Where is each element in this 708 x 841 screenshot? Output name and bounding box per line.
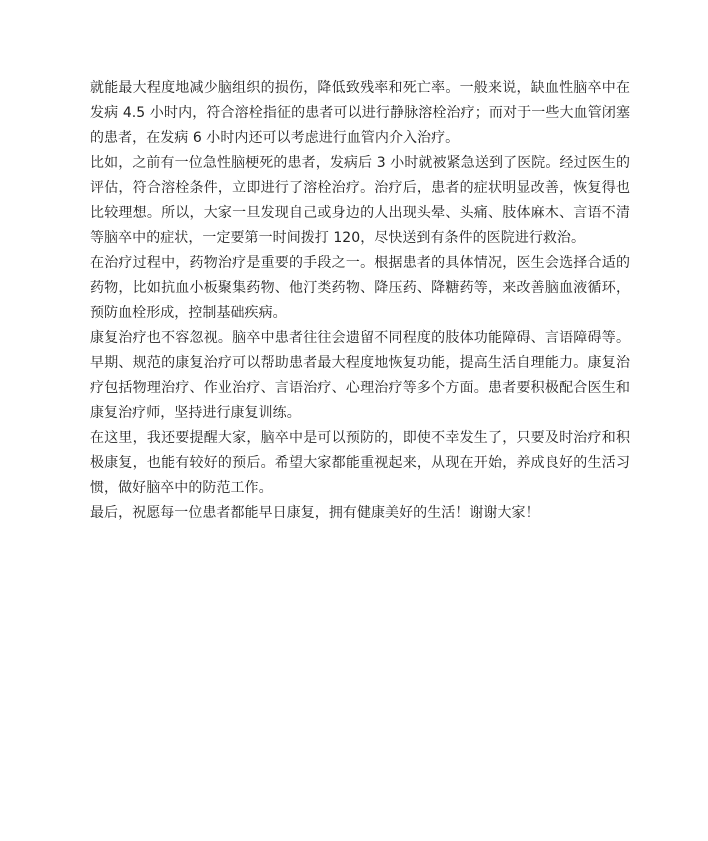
document-page — [90, 76, 630, 526]
paragraph-closing: 最后，祝愿每一位患者都能早日康复，拥有健康美好的生活！谢谢大家！ — [90, 505, 540, 521]
paragraph-drug-therapy: 在治疗过程中，药物治疗是重要的手段之一。根据患者的具体情况，医生会选择合适的药物，比如抗血小板聚集药物、他汀类药物、降压药、降糖药等，来改善脑血液循环，预防血栓形成，控制基础疾病。 — [90, 255, 630, 321]
paragraph-case-example: 比如，之前有一位急性脑梗死的患者，发病后 3 小时就被紧急送到了医院。经过医生的评估，符合溶栓条件，立即进行了溶栓治疗。治疗后，患者的症状明显改善，恢复得也比较理想。所以，大家一旦发现自己或身边的人出现头晕、头痛、肢体麻木、言语不清等脑卒中的症状，一定要第一时间拨打 120，尽快送到有条件的医院进行救治。 — [90, 155, 630, 246]
paragraph-rehabilitation: 康复治疗也不容忽视。脑卒中患者往往会遗留不同程度的肢体功能障碍、言语障碍等。早期、规范的康复治疗可以帮助患者最大程度地恢复功能，提高生活自理能力。康复治疗包括物理治疗、作业治疗、言语治疗、心理治疗等多个方面。患者要积极配合医生和康复治疗师，坚持进行康复训练。 — [90, 330, 630, 421]
paragraph-prevention: 在这里，我还要提醒大家，脑卒中是可以预防的，即使不幸发生了，只要及时治疗和积极康复，也能有较好的预后。希望大家都能重视起来，从现在开始，养成良好的生活习惯，做好脑卒中的防范工作。 — [90, 430, 630, 496]
paragraph-stroke-treatment-window: 就能最大程度地减少脑组织的损伤，降低致残率和死亡率。一般来说，缺血性脑卒中在发病 4.5 小时内，符合溶栓指征的患者可以进行静脉溶栓治疗；而对于一些大血管闭塞的患者，在发病 6 小时内还可以考虑进行血管内介入治疗。 — [90, 80, 630, 146]
